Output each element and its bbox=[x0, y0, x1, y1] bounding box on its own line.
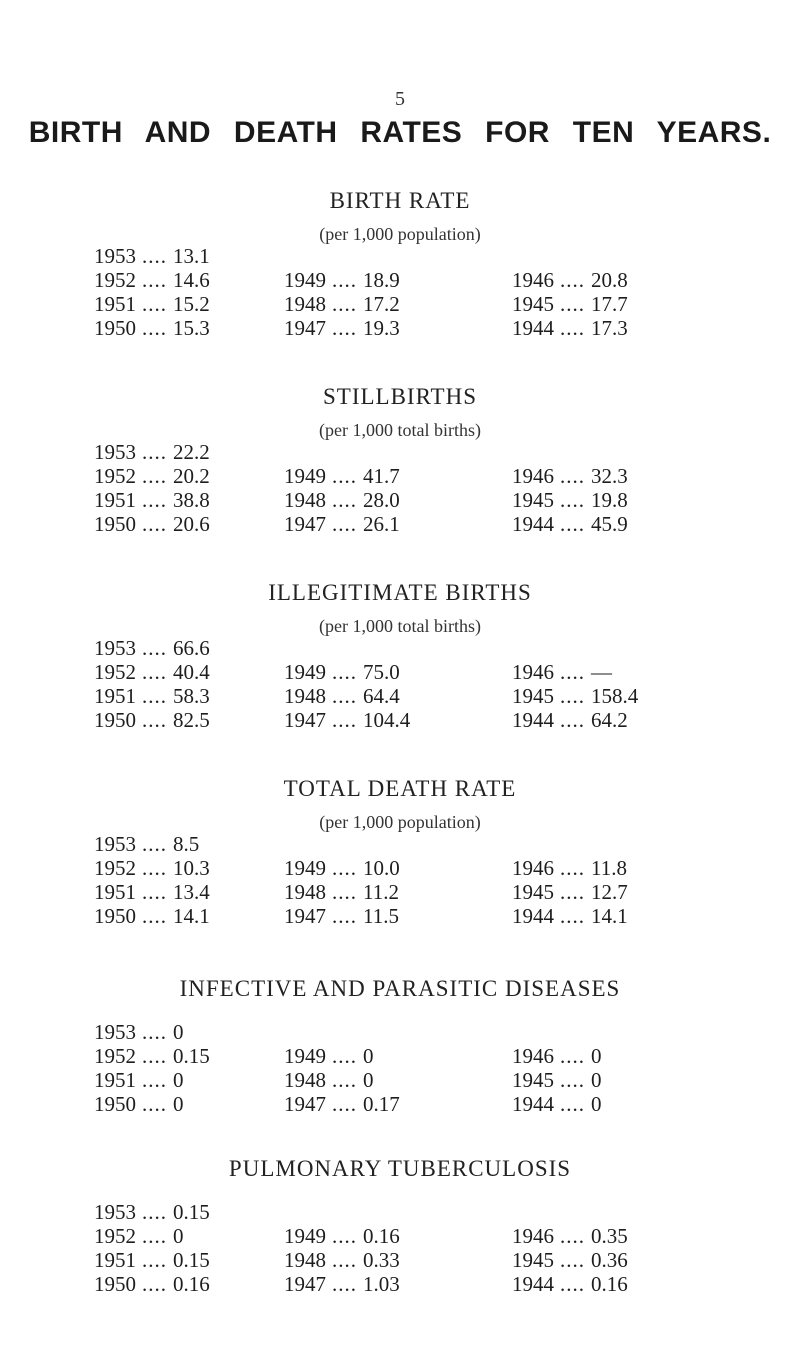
year-label: 1952 bbox=[94, 660, 136, 684]
rate-entry bbox=[284, 316, 400, 340]
rate-entry bbox=[512, 1068, 602, 1092]
rate-value: 0.16 bbox=[363, 1224, 400, 1248]
year-label: 1951 bbox=[94, 488, 136, 512]
rate-entry bbox=[512, 488, 628, 512]
page-number: 5 bbox=[395, 88, 405, 110]
rate-value: 12.7 bbox=[591, 880, 628, 904]
rate-entry bbox=[94, 512, 210, 536]
year-label: 1947 bbox=[284, 1092, 326, 1116]
rate-value: 14.6 bbox=[173, 268, 210, 292]
rate-value: 0.15 bbox=[173, 1248, 210, 1272]
year-label: 1950 bbox=[94, 1092, 136, 1116]
year-label: 1948 bbox=[284, 1248, 326, 1272]
leader-dots: .... bbox=[560, 268, 585, 292]
rate-entry bbox=[94, 292, 210, 316]
rate-value: 14.1 bbox=[591, 904, 628, 928]
year-label: 1952 bbox=[94, 856, 136, 880]
leader-dots: .... bbox=[332, 1224, 357, 1248]
rate-entry bbox=[284, 1248, 400, 1272]
rate-entry bbox=[94, 268, 210, 292]
year-label: 1947 bbox=[284, 1272, 326, 1296]
year-label: 1945 bbox=[512, 1068, 554, 1092]
rate-value: 45.9 bbox=[591, 512, 628, 536]
rate-value: 13.4 bbox=[173, 880, 210, 904]
year-label: 1949 bbox=[284, 1224, 326, 1248]
year-label: 1944 bbox=[512, 1272, 554, 1296]
rate-value: 0 bbox=[363, 1044, 374, 1068]
leader-dots: .... bbox=[142, 316, 167, 340]
rate-entry bbox=[94, 1044, 210, 1068]
rate-entry bbox=[284, 904, 399, 928]
leader-dots: .... bbox=[332, 292, 357, 316]
leader-dots: .... bbox=[142, 488, 167, 512]
year-label: 1947 bbox=[284, 316, 326, 340]
year-label: 1953 bbox=[94, 244, 136, 268]
section-subtitle: (per 1,000 total births) bbox=[319, 616, 481, 636]
rate-value: 26.1 bbox=[363, 512, 400, 536]
leader-dots: .... bbox=[142, 512, 167, 536]
rate-entry bbox=[512, 708, 628, 732]
section-subtitle: (per 1,000 population) bbox=[319, 812, 481, 832]
rate-entry bbox=[512, 1092, 602, 1116]
leader-dots: .... bbox=[332, 684, 357, 708]
year-label: 1953 bbox=[94, 636, 136, 660]
rate-entry bbox=[94, 832, 199, 856]
rate-entry bbox=[94, 856, 210, 880]
rate-entry bbox=[512, 904, 628, 928]
section-title: BIRTH RATE bbox=[329, 188, 471, 213]
year-label: 1953 bbox=[94, 440, 136, 464]
leader-dots: .... bbox=[142, 708, 167, 732]
rate-value: 20.2 bbox=[173, 464, 210, 488]
rate-entry bbox=[284, 1092, 400, 1116]
leader-dots: .... bbox=[142, 1092, 167, 1116]
leader-dots: .... bbox=[560, 708, 585, 732]
rate-entry bbox=[284, 856, 400, 880]
section-stillbirths bbox=[0, 384, 800, 574]
rate-value: 19.3 bbox=[363, 316, 400, 340]
rate-entry bbox=[94, 1200, 210, 1224]
leader-dots: .... bbox=[142, 1272, 167, 1296]
rate-entry bbox=[284, 464, 400, 488]
year-label: 1946 bbox=[512, 660, 554, 684]
leader-dots: .... bbox=[142, 880, 167, 904]
year-label: 1948 bbox=[284, 488, 326, 512]
leader-dots: .... bbox=[142, 1020, 167, 1044]
rate-entry bbox=[284, 684, 400, 708]
leader-dots: .... bbox=[560, 684, 585, 708]
year-label: 1952 bbox=[94, 464, 136, 488]
leader-dots: .... bbox=[332, 268, 357, 292]
rate-value: 11.5 bbox=[363, 904, 399, 928]
year-label: 1951 bbox=[94, 1068, 136, 1092]
rate-value: 0 bbox=[363, 1068, 374, 1092]
section-title: PULMONARY TUBERCULOSIS bbox=[228, 1156, 572, 1181]
rate-entry bbox=[512, 880, 628, 904]
rate-entry bbox=[512, 464, 628, 488]
rate-entry bbox=[94, 244, 210, 268]
year-label: 1946 bbox=[512, 1224, 554, 1248]
rate-value: 75.0 bbox=[363, 660, 400, 684]
rate-value: 32.3 bbox=[591, 464, 628, 488]
rate-value: 104.4 bbox=[363, 708, 411, 732]
year-label: 1944 bbox=[512, 512, 554, 536]
rate-value: 64.2 bbox=[591, 708, 628, 732]
rate-value: 64.4 bbox=[363, 684, 400, 708]
rate-entry bbox=[512, 1272, 628, 1296]
rate-entry bbox=[94, 488, 210, 512]
year-label: 1948 bbox=[284, 1068, 326, 1092]
rate-entry bbox=[512, 1248, 628, 1272]
year-label: 1951 bbox=[94, 880, 136, 904]
year-label: 1950 bbox=[94, 904, 136, 928]
rate-value: 15.2 bbox=[173, 292, 210, 316]
section-subtitle: (per 1,000 total births) bbox=[319, 420, 481, 440]
rate-entry bbox=[94, 464, 210, 488]
leader-dots: .... bbox=[560, 316, 585, 340]
rate-value: 158.4 bbox=[591, 684, 639, 708]
year-label: 1946 bbox=[512, 856, 554, 880]
rate-value: 0.15 bbox=[173, 1044, 210, 1068]
rate-value: 0 bbox=[173, 1068, 184, 1092]
section-title: INFECTIVE AND PARASITIC DISEASES bbox=[179, 976, 621, 1001]
rate-entry bbox=[94, 636, 210, 660]
leader-dots: .... bbox=[560, 1248, 585, 1272]
leader-dots: .... bbox=[332, 1248, 357, 1272]
rate-entry bbox=[284, 292, 400, 316]
rate-value: 11.2 bbox=[363, 880, 399, 904]
page-title: BIRTH AND DEATH RATES FOR TEN YEARS. bbox=[28, 116, 772, 149]
year-label: 1948 bbox=[284, 684, 326, 708]
year-label: 1947 bbox=[284, 904, 326, 928]
rate-value: 18.9 bbox=[363, 268, 400, 292]
year-label: 1950 bbox=[94, 1272, 136, 1296]
rate-entry bbox=[94, 708, 210, 732]
rate-value: 0 bbox=[173, 1092, 184, 1116]
leader-dots: .... bbox=[332, 904, 357, 928]
rate-value: 0 bbox=[591, 1068, 602, 1092]
leader-dots: .... bbox=[332, 512, 357, 536]
rate-value: 19.8 bbox=[591, 488, 628, 512]
leader-dots: .... bbox=[560, 1068, 585, 1092]
rate-value: 38.8 bbox=[173, 488, 210, 512]
rate-value: 20.8 bbox=[591, 268, 628, 292]
rate-entry bbox=[512, 1224, 628, 1248]
rate-value: 0.33 bbox=[363, 1248, 400, 1272]
year-label: 1947 bbox=[284, 708, 326, 732]
rate-value: 17.7 bbox=[591, 292, 628, 316]
leader-dots: .... bbox=[142, 244, 167, 268]
leader-dots: .... bbox=[560, 856, 585, 880]
year-label: 1952 bbox=[94, 268, 136, 292]
rate-entry bbox=[284, 488, 400, 512]
rate-entry bbox=[94, 1020, 184, 1044]
rate-value: 20.6 bbox=[173, 512, 210, 536]
leader-dots: .... bbox=[142, 684, 167, 708]
rate-value: 0.36 bbox=[591, 1248, 628, 1272]
rate-value: 22.2 bbox=[173, 440, 210, 464]
rate-entry bbox=[284, 268, 400, 292]
leader-dots: .... bbox=[142, 464, 167, 488]
rate-entry bbox=[94, 1092, 184, 1116]
leader-dots: .... bbox=[332, 1068, 357, 1092]
leader-dots: .... bbox=[332, 488, 357, 512]
year-label: 1944 bbox=[512, 316, 554, 340]
rate-value: 0.16 bbox=[591, 1272, 628, 1296]
year-label: 1948 bbox=[284, 880, 326, 904]
rate-value: 82.5 bbox=[173, 708, 210, 732]
year-label: 1944 bbox=[512, 708, 554, 732]
year-label: 1945 bbox=[512, 1248, 554, 1272]
leader-dots: .... bbox=[142, 660, 167, 684]
leader-dots: .... bbox=[332, 464, 357, 488]
year-label: 1947 bbox=[284, 512, 326, 536]
rate-value: 14.1 bbox=[173, 904, 210, 928]
rate-entry bbox=[284, 1272, 400, 1296]
section-pulmonary-tuberculosis bbox=[0, 1156, 800, 1346]
leader-dots: .... bbox=[560, 1224, 585, 1248]
leader-dots: .... bbox=[142, 1248, 167, 1272]
rate-value: 17.2 bbox=[363, 292, 400, 316]
year-label: 1945 bbox=[512, 684, 554, 708]
year-label: 1951 bbox=[94, 1248, 136, 1272]
year-label: 1945 bbox=[512, 292, 554, 316]
rate-value: 8.5 bbox=[173, 832, 200, 856]
rate-entry bbox=[512, 292, 628, 316]
leader-dots: .... bbox=[142, 1044, 167, 1068]
rate-value: 0.35 bbox=[591, 1224, 628, 1248]
year-label: 1953 bbox=[94, 1200, 136, 1224]
rate-entry bbox=[284, 708, 410, 732]
rate-value: 13.1 bbox=[173, 244, 210, 268]
year-label: 1945 bbox=[512, 880, 554, 904]
section-infective-and-parasitic-diseases bbox=[0, 976, 800, 1166]
leader-dots: .... bbox=[560, 464, 585, 488]
section-illegitimate-births bbox=[0, 580, 800, 770]
leader-dots: .... bbox=[142, 832, 167, 856]
leader-dots: .... bbox=[142, 268, 167, 292]
rate-value: 41.7 bbox=[363, 464, 400, 488]
rate-value: 10.3 bbox=[173, 856, 210, 880]
year-label: 1949 bbox=[284, 464, 326, 488]
year-label: 1948 bbox=[284, 292, 326, 316]
leader-dots: .... bbox=[332, 660, 357, 684]
section-title: STILLBIRTHS bbox=[322, 384, 477, 409]
leader-dots: .... bbox=[560, 1044, 585, 1068]
year-label: 1949 bbox=[284, 268, 326, 292]
leader-dots: .... bbox=[560, 512, 585, 536]
rate-entry bbox=[512, 268, 628, 292]
rate-value: — bbox=[591, 660, 612, 684]
year-label: 1952 bbox=[94, 1044, 136, 1068]
rate-entry bbox=[94, 880, 210, 904]
leader-dots: .... bbox=[560, 880, 585, 904]
rate-entry bbox=[284, 660, 400, 684]
leader-dots: .... bbox=[142, 1224, 167, 1248]
rate-entry bbox=[512, 512, 628, 536]
year-label: 1953 bbox=[94, 832, 136, 856]
rate-entry bbox=[284, 1068, 374, 1092]
year-label: 1950 bbox=[94, 512, 136, 536]
year-label: 1944 bbox=[512, 1092, 554, 1116]
rate-entry bbox=[94, 1248, 210, 1272]
rate-value: 0.15 bbox=[173, 1200, 210, 1224]
year-label: 1944 bbox=[512, 904, 554, 928]
rate-entry bbox=[284, 880, 399, 904]
rate-value: 28.0 bbox=[363, 488, 400, 512]
section-title: ILLEGITIMATE BIRTHS bbox=[268, 580, 532, 605]
rate-entry bbox=[512, 316, 628, 340]
leader-dots: .... bbox=[332, 708, 357, 732]
year-label: 1949 bbox=[284, 856, 326, 880]
rate-entry bbox=[94, 1224, 184, 1248]
year-label: 1945 bbox=[512, 488, 554, 512]
section-total-death-rate bbox=[0, 776, 800, 966]
rate-value: 0 bbox=[173, 1020, 184, 1044]
leader-dots: .... bbox=[560, 660, 585, 684]
leader-dots: .... bbox=[332, 880, 357, 904]
rate-value: 17.3 bbox=[591, 316, 628, 340]
leader-dots: .... bbox=[142, 1068, 167, 1092]
year-label: 1951 bbox=[94, 292, 136, 316]
year-label: 1950 bbox=[94, 708, 136, 732]
rate-entry bbox=[512, 856, 627, 880]
rate-entry bbox=[94, 1068, 184, 1092]
year-label: 1946 bbox=[512, 464, 554, 488]
rate-value: 66.6 bbox=[173, 636, 210, 660]
leader-dots: .... bbox=[560, 488, 585, 512]
year-label: 1949 bbox=[284, 660, 326, 684]
leader-dots: .... bbox=[560, 904, 585, 928]
leader-dots: .... bbox=[142, 292, 167, 316]
leader-dots: .... bbox=[332, 316, 357, 340]
leader-dots: .... bbox=[560, 292, 585, 316]
rate-value: 15.3 bbox=[173, 316, 210, 340]
section-subtitle: (per 1,000 population) bbox=[319, 224, 481, 244]
rate-value: 1.03 bbox=[363, 1272, 400, 1296]
rate-value: 11.8 bbox=[591, 856, 627, 880]
rate-entry bbox=[94, 660, 210, 684]
rate-entry bbox=[284, 1224, 400, 1248]
rate-value: 10.0 bbox=[363, 856, 400, 880]
rate-entry bbox=[512, 660, 612, 684]
leader-dots: .... bbox=[142, 904, 167, 928]
year-label: 1953 bbox=[94, 1020, 136, 1044]
section-birth-rate bbox=[0, 188, 800, 378]
leader-dots: .... bbox=[332, 856, 357, 880]
rate-value: 0 bbox=[591, 1044, 602, 1068]
year-label: 1951 bbox=[94, 684, 136, 708]
leader-dots: .... bbox=[332, 1272, 357, 1296]
leader-dots: .... bbox=[560, 1272, 585, 1296]
leader-dots: .... bbox=[142, 636, 167, 660]
year-label: 1950 bbox=[94, 316, 136, 340]
leader-dots: .... bbox=[332, 1092, 357, 1116]
leader-dots: .... bbox=[142, 440, 167, 464]
rate-entry bbox=[94, 316, 210, 340]
rate-value: 0 bbox=[591, 1092, 602, 1116]
rate-entry bbox=[512, 1044, 602, 1068]
rate-entry bbox=[512, 684, 638, 708]
rate-entry bbox=[284, 1044, 374, 1068]
leader-dots: .... bbox=[332, 1044, 357, 1068]
leader-dots: .... bbox=[142, 1200, 167, 1224]
rate-value: 58.3 bbox=[173, 684, 210, 708]
rate-entry bbox=[94, 440, 210, 464]
rate-value: 0.16 bbox=[173, 1272, 210, 1296]
rate-entry bbox=[94, 904, 210, 928]
rate-entry bbox=[94, 684, 210, 708]
rate-entry bbox=[94, 1272, 210, 1296]
year-label: 1952 bbox=[94, 1224, 136, 1248]
year-label: 1949 bbox=[284, 1044, 326, 1068]
rate-value: 0 bbox=[173, 1224, 184, 1248]
section-title: TOTAL DEATH RATE bbox=[283, 776, 517, 801]
year-label: 1946 bbox=[512, 268, 554, 292]
leader-dots: .... bbox=[142, 856, 167, 880]
rate-value: 0.17 bbox=[363, 1092, 400, 1116]
year-label: 1946 bbox=[512, 1044, 554, 1068]
rate-value: 40.4 bbox=[173, 660, 210, 684]
leader-dots: .... bbox=[560, 1092, 585, 1116]
rate-entry bbox=[284, 512, 400, 536]
